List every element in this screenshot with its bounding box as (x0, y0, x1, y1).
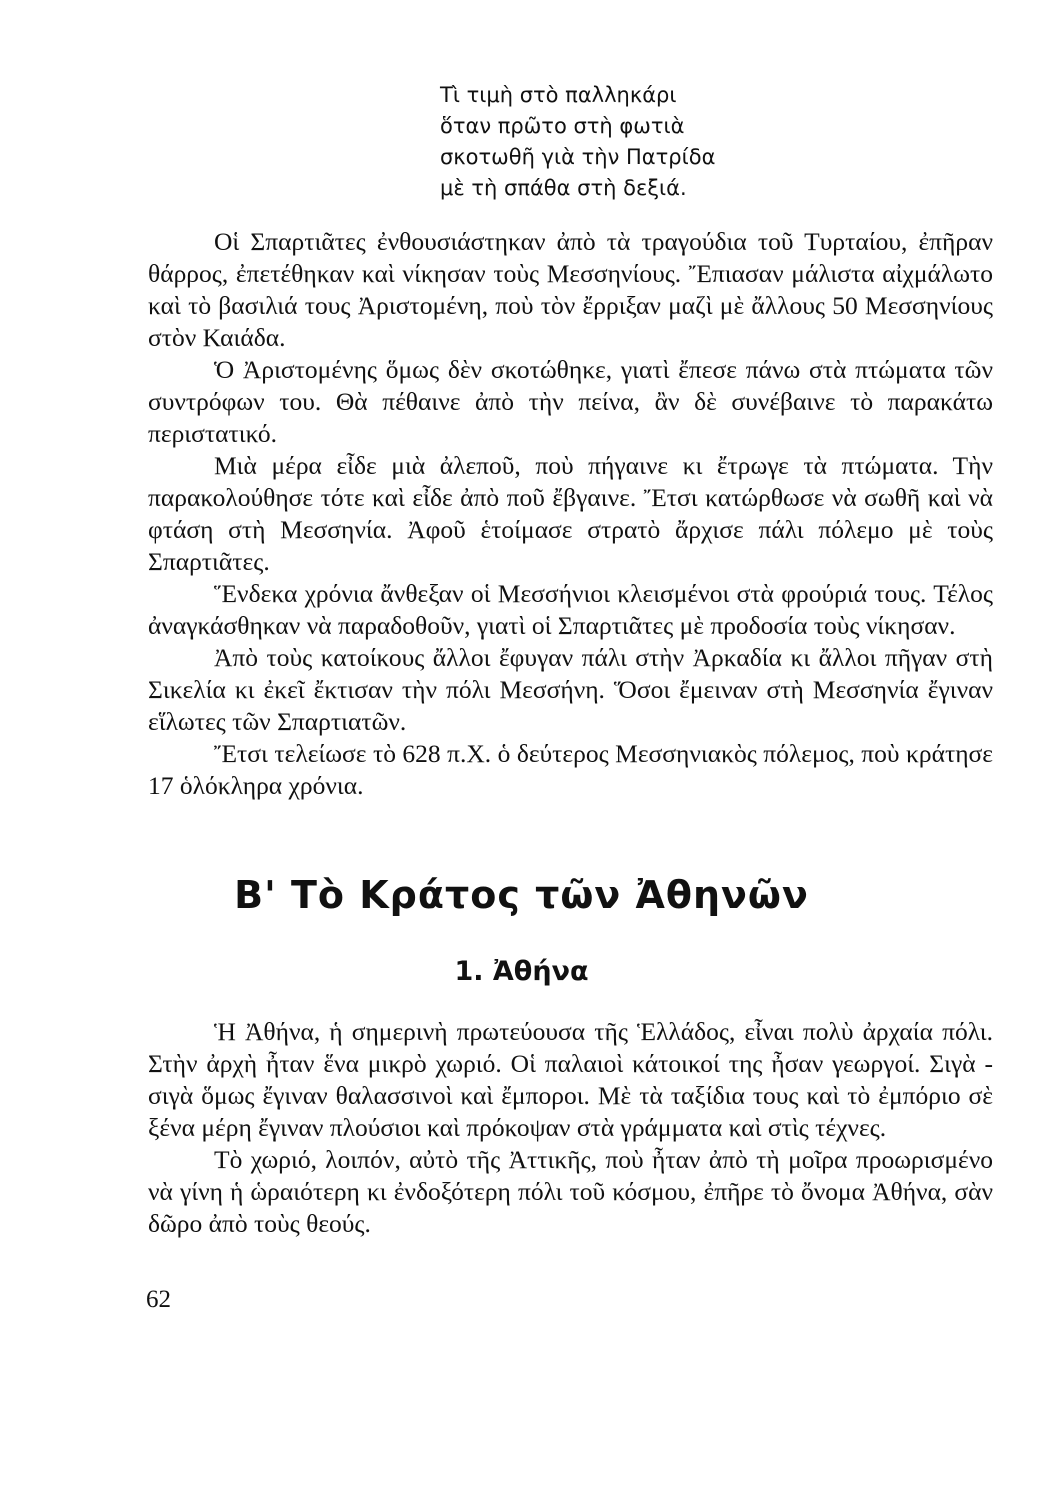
poem-stanza (440, 80, 860, 204)
paragraph: Οἱ Σπαρτιᾶτες ἐνθουσιάστηκαν ἀπὸ τὰ τραγούδια τοῦ Τυρταίου, ἐπῆραν θάρρος, ἐπετέθηκαν καὶ νίκησαν τοὺς Μεσσηνίους. Ἔπιασαν μάλιστα αἰχμάλωτο καὶ τὸ βασιλιά τους Ἀριστομένη, ποὺ τὸν ἔρριξαν μαζὶ μὲ ἄλλους 50 Μεσσηνίους στὸν Καιάδα. (148, 227, 993, 352)
poem-line: Τὶ τιμὴ στὸ παλληκάρι (440, 83, 677, 107)
section-title: Β' Τὸ Κράτος τῶν Ἀθηνῶν (234, 873, 809, 917)
page-number: 62 (146, 1286, 171, 1313)
section-athens-text (148, 1016, 993, 1240)
paragraph: Ἀπὸ τοὺς κατοίκους ἄλλοι ἔφυγαν πάλι στὴν Ἀρκαδία κι ἄλλοι πῆγαν στὴ Σικελία κι ἐκεῖ ἔκτισαν τὴν πόλι Μεσσήνη. Ὅσοι ἔμειναν στὴ Μεσσηνία ἔγιναν εἵλωτες τῶν Σπαρτιατῶν. (148, 643, 993, 736)
poem-line: ὅταν πρῶτο στὴ φωτιὰ (440, 114, 685, 138)
paragraph: Ἕνδεκα χρόνια ἄνθεξαν οἱ Μεσσήνιοι κλεισμένοι στὰ φρούριά τους. Τέλος ἀναγκάσθηκαν νὰ παραδοθοῦν, γιατὶ οἱ Σπαρτιᾶτες μὲ προδοσία τοὺς νίκησαν. (148, 579, 993, 640)
subsection-title: 1. Ἀθήνα (454, 956, 589, 987)
paragraph: Μιὰ μέρα εἶδε μιὰ ἀλεποῦ, ποὺ πήγαινε κι ἔτρωγε τὰ πτώματα. Τὴν παρακολούθησε τότε καὶ εἶδε ἀπὸ ποῦ ἔβγαινε. Ἔτσι κατώρθωσε νὰ σωθῆ καὶ νὰ φτάση στὴ Μεσσηνία. Ἀφοῦ ἑτοίμασε στρατὸ ἄρχισε πάλι πόλεμο μὲ τοὺς Σπαρτιᾶτες. (148, 451, 993, 576)
paragraph: Ἔτσι τελείωσε τὸ 628 π.Χ. ὁ δεύτερος Μεσσηνιακὸς πόλεμος, ποὺ κράτησε 17 ὁλόκληρα χρόνια. (148, 739, 993, 800)
paragraph: Τὸ χωριό, λοιπόν, αὐτὸ τῆς Ἀττικῆς, ποὺ ἦταν ἀπὸ τὴ μοῖρα προωρισμένο νὰ γίνη ἡ ὡραιότερη κι ἐνδοξότερη πόλι τοῦ κόσμου, ἐπῆρε τὸ ὄνομα Ἀθήνα, σὰν δῶρο ἀπὸ τοὺς θεούς. (148, 1145, 993, 1238)
section-messenian-war-text (148, 226, 993, 802)
poem-line: μὲ τὴ σπάθα στὴ δεξιά. (440, 176, 687, 200)
paragraph: Ἡ Ἀθήνα, ἡ σημερινὴ πρωτεύουσα τῆς Ἑλλάδος, εἶναι πολὺ ἀρχαία πόλι. Στὴν ἀρχὴ ἦταν ἕνα μικρὸ χωριό. Οἱ παλαιοὶ κάτοικοί της ἦσαν γεωργοί. Σιγὰ - σιγὰ ὅμως ἔγιναν θαλασσινοὶ καὶ ἔμποροι. Μὲ τὰ ταξίδια τους καὶ τὸ ἐμπόριο σὲ ξένα μέρη ἔγιναν πλούσιοι καὶ πρόκοψαν στὰ γράμματα καὶ στὶς τέχνες. (148, 1017, 993, 1142)
paragraph: Ὁ Ἀριστομένης ὅμως δὲν σκοτώθηκε, γιατὶ ἔπεσε πάνω στὰ πτώματα τῶν συντρόφων του. Θὰ πέθαινε ἀπὸ τὴν πείνα, ἂν δὲ συνέβαινε τὸ παρακάτω περιστατικό. (148, 355, 993, 448)
poem-line: σκοτωθῆ γιὰ τὴν Πατρίδα (440, 145, 716, 169)
